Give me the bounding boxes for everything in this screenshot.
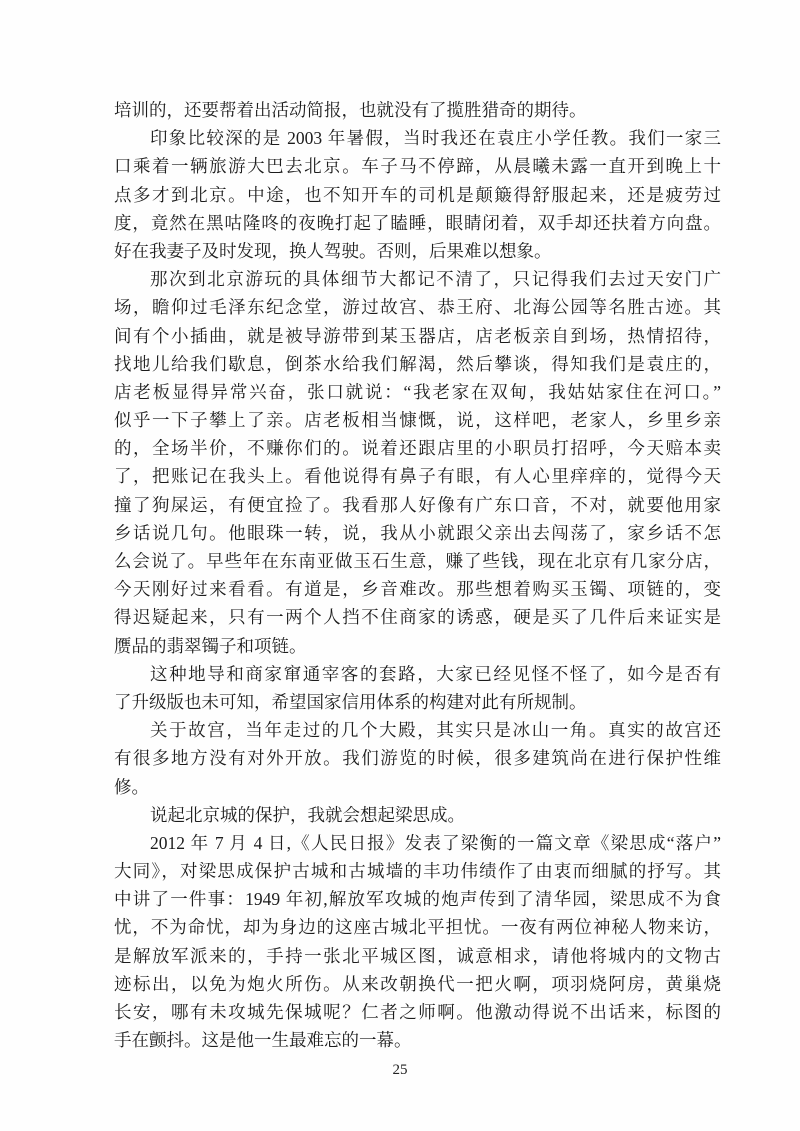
text-line: 今天刚好过来看看。有道是，乡音难改。那些想着购买玉镯、项链的，变	[114, 579, 721, 600]
text-line: 手在颤抖。这是他一生最难忘的一幕。	[114, 1030, 412, 1051]
text-line: 迹标出，以免为炮火所伤。从来改朝换代一把火啊，项羽烧阿房，黄巢烧	[114, 973, 721, 994]
paragraph	[114, 660, 721, 716]
text-line: 了，把账记在我头上。看他说得有鼻子有眼，有人心里痒痒的，觉得今天	[114, 466, 721, 487]
paragraph	[114, 801, 721, 829]
text-line: 间有个小插曲，就是被导游带到某玉器店，店老板亲自到场，热情招待，	[114, 325, 721, 346]
paragraph	[114, 265, 721, 660]
text-line: 那次到北京游玩的具体细节大都记不清了，只记得我们去过天安门广	[150, 269, 721, 290]
text-line: 点多才到北京。中途，也不知开车的司机是颠簸得舒服起来，还是疲劳过	[114, 184, 721, 205]
text-line: 大同》，对梁思成保护古城和古城墙的丰功伟绩作了由衷而细腻的抒写。其	[114, 861, 721, 882]
text-line: 得迟疑起来，只有一两个人挡不住商家的诱惑，硬是买了几件后来证实是	[114, 607, 721, 628]
paragraph	[114, 124, 721, 265]
text-line: 修。	[114, 776, 149, 797]
text-line: 场，瞻仰过毛泽东纪念堂，游过故宫、恭王府、北海公园等名胜古迹。其	[114, 297, 721, 318]
text-line: 度，竟然在黑咕隆咚的夜晚打起了瞌睡，眼睛闭着，双手却还扶着方向盘。	[114, 212, 721, 233]
page-number: 25	[392, 1062, 408, 1078]
text-line: 找地儿给我们歇息，倒茶水给我们解渴，然后攀谈，得知我们是袁庄的，	[114, 353, 721, 374]
paragraph	[114, 829, 721, 1055]
text-line: 了升级版也未可知，希望国家信用体系的构建对此有所规制。	[114, 691, 587, 712]
text-line: 这种地导和商家窜通宰客的套路，大家已经见怪不怪了，如今是否有	[150, 663, 721, 684]
text-line: 赝品的翡翠镯子和项链。	[114, 635, 307, 656]
body-text	[114, 96, 721, 1054]
text-line: 印象比较深的是 2003 年暑假，当时我还在袁庄小学任教。我们一家三	[150, 128, 721, 149]
text-line: 好在我妻子及时发现，换人驾驶。否则，后果难以想象。	[114, 240, 552, 261]
text-line: 培训的，还要帮着出活动简报，也就没有了揽胜猎奇的期待。	[114, 100, 587, 120]
text-line: 是解放军派来的，手持一张北平城区图，诚意相求，请他将城内的文物古	[114, 945, 721, 966]
text-line: 关于故宫，当年走过的几个大殿，其实只是冰山一角。真实的故宫还	[150, 720, 721, 741]
text-line: 乡话说几句。他眼珠一转，说，我从小就跟父亲出去闯荡了，家乡话不怎	[114, 522, 721, 543]
text-line: 中讲了一件事：1949 年初,解放军攻城的炮声传到了清华园，梁思成不为食	[114, 889, 721, 910]
text-line: 忧，不为命忧，却为身边的这座古城北平担忧。一夜有两位神秘人物来访，	[114, 917, 721, 938]
text-line: 店老板显得异常兴奋，张口就说：“我老家在双甸，我姑姑家住在河口。”	[114, 381, 721, 402]
text-line: 2012 年 7 月 4 日,《人民日报》发表了梁衡的一篇文章《梁思成“落户”	[150, 832, 721, 853]
text-line: 说起北京城的保护，我就会想起梁思成。	[150, 804, 465, 825]
text-line: 么会说了。早些年在东南亚做玉石生意，赚了些钱，现在北京有几家分店，	[114, 551, 721, 571]
text-line: 有很多地方没有对外开放。我们游览的时候，很多建筑尚在进行保护性维	[114, 748, 721, 769]
text-line: 的，全场半价，不赚你们的。说着还跟店里的小职员打招呼，今天赔本卖	[114, 438, 721, 459]
text-line: 似乎一下子攀上了亲。店老板相当慷慨，说，这样吧，老家人，乡里乡亲	[114, 410, 721, 431]
text-line: 口乘着一辆旅游大巴去北京。车子马不停蹄，从晨曦未露一直开到晚上十	[114, 156, 721, 177]
text-line: 撞了狗屎运，有便宜捡了。我看那人好像有广东口音，不对，就要他用家	[114, 494, 721, 515]
text-line: 长安，哪有未攻城先保城呢？仁者之师啊。他激动得说不出话来，标图的	[114, 1002, 721, 1022]
paragraph	[114, 96, 721, 124]
paragraph	[114, 716, 721, 801]
